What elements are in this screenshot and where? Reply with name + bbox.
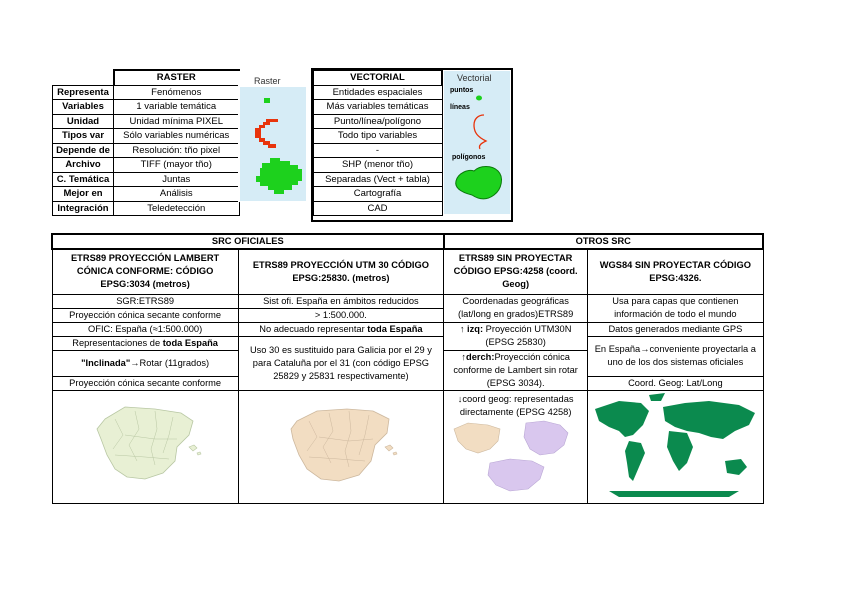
col4-r3: En España→conveniente proyectarla a uno de los dos sistemas oficiales <box>588 336 763 376</box>
vectorial-value: SHP (menor tño) <box>313 158 442 173</box>
col1-r2: Proyección cónica secante conforme <box>52 308 238 322</box>
raster-value: Sólo variables numéricas <box>114 129 240 144</box>
row-label: Unidad <box>53 114 114 129</box>
vectorial-value: Entidades espaciales <box>313 85 442 100</box>
raster-value: 1 variable temática <box>114 100 240 115</box>
raster-value: Fenómenos <box>114 85 240 100</box>
lines-label: líneas <box>450 104 470 111</box>
raster-header: RASTER <box>114 70 240 85</box>
col1-r1: SGR:ETRS89 <box>52 294 238 308</box>
col2-r2: > 1:500.000. <box>238 308 443 322</box>
col3-r3: ↑derch:Proyección cónica conforme de Lambert sin rotar (EPSG 3034). <box>444 350 588 390</box>
polygons-label: polígonos <box>452 154 486 161</box>
col1-r6: Proyección cónica secante conforme <box>52 376 238 390</box>
row-label: Integración <box>53 201 114 216</box>
vectorial-value: Todo tipo variables <box>313 129 442 144</box>
col4-r1: Usa para capas que contienen información de todo el mundo <box>588 294 763 322</box>
vectorial-value: - <box>313 143 442 158</box>
raster-value: Unidad mínima PIXEL <box>114 114 240 129</box>
col4-r4: Coord. Geog: Lat/Long <box>588 376 763 390</box>
vectorial-image <box>444 71 510 214</box>
row-label: Mejor en <box>53 187 114 202</box>
col1-r5: "Inclinada"→Rotar (11grados) <box>52 350 238 376</box>
vectorial-value: Más variables temáticas <box>313 100 442 115</box>
col2-r3: No adecuado representar toda España <box>238 322 443 336</box>
col4-r2: Datos generados mediante GPS <box>588 322 763 336</box>
vectorial-header: VECTORIAL <box>313 70 442 85</box>
col3-r4: ↓coord geog: representadas directamente (EPSG 4258) <box>457 393 574 417</box>
raster-value: Resolución: tño pixel <box>114 143 240 158</box>
col3-r1: Coordenadas geográficas (lat/long en grados)ETRS89 <box>444 294 588 322</box>
vectorial-value: Separadas (Vect + tabla) <box>313 172 442 187</box>
world-map <box>589 391 762 499</box>
row-label: C. Temática <box>53 172 114 187</box>
raster-value: Juntas <box>114 172 240 187</box>
vectorial-image-label: Vectorial <box>457 73 492 83</box>
spain-map-utm <box>281 399 401 491</box>
row-label: Tipos var <box>53 129 114 144</box>
raster-table <box>52 69 240 216</box>
col3-last-cell <box>444 390 588 503</box>
row-label: Representa <box>53 85 114 100</box>
otros-header: OTROS SRC <box>444 234 763 249</box>
col2-title: ETRS89 PROYECCIÓN UTM 30 CÓDIGO EPSG:25830. (metros) <box>238 249 443 294</box>
map-cell-4 <box>588 390 763 503</box>
raster-value: Análisis <box>114 187 240 202</box>
points-label: puntos <box>450 87 474 94</box>
spain-maps-comparison <box>448 419 584 495</box>
map-cell-1 <box>52 390 238 503</box>
col4-title: WGS84 SIN PROYECTAR CÓDIGO EPSG:4326. <box>588 249 763 294</box>
map-cell-2 <box>238 390 443 503</box>
row-label: Depende de <box>53 143 114 158</box>
col2-r1: Sist ofi. España en ámbitos reducidos <box>238 294 443 308</box>
src-table <box>51 233 764 504</box>
col1-title: ETRS89 PROYECCIÓN LAMBERT CÓNICA CONFORME: CÓDIGO EPSG:3034 (metros) <box>52 249 238 294</box>
col1-r4: Representaciones de toda España <box>52 336 238 350</box>
vectorial-value: Punto/línea/polígono <box>313 114 442 129</box>
spain-map-lambert <box>85 399 205 491</box>
row-label: Archivo <box>53 158 114 173</box>
col1-r3: OFIC: España (≈1:500.000) <box>52 322 238 336</box>
raster-image <box>238 71 308 202</box>
raster-value: Teledetección <box>114 201 240 216</box>
vectorial-value: Cartografía <box>313 187 442 202</box>
oficiales-header: SRC OFICIALES <box>52 234 444 249</box>
raster-value: TIFF (mayor tño) <box>114 158 240 173</box>
row-label: Variables <box>53 100 114 115</box>
col3-r2: ↑ izq: Proyección UTM30N (EPSG 25830) <box>444 322 588 350</box>
vectorial-value: CAD <box>313 201 442 216</box>
col3-title: ETRS89 SIN PROYECTAR CÓDIGO EPSG:4258 (coord. Geog) <box>444 249 588 294</box>
col2-r4: Uso 30 es sustituido para Galicia por el 29 y para Cataluña por el 31 (con código EPSG 25829 y 25831 respectivamente) <box>238 336 443 390</box>
raster-image-label: Raster <box>254 76 281 86</box>
